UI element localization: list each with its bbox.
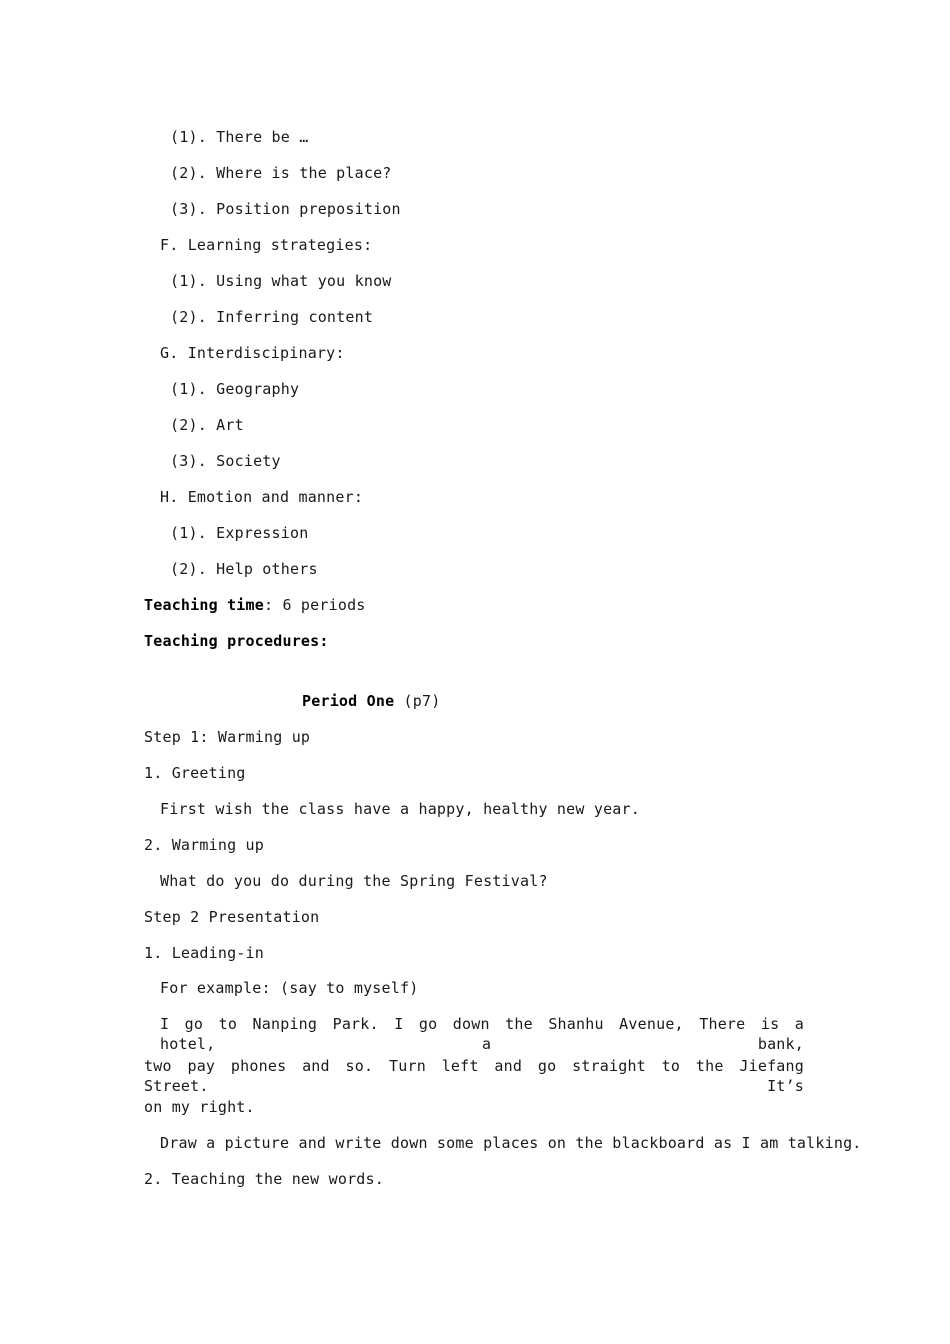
teaching-time-line bbox=[144, 595, 366, 615]
teaching-time-value: : 6 periods bbox=[264, 596, 366, 614]
grammar-item-there-be: (1). There be … bbox=[170, 128, 309, 146]
step-1-heading: Step 1: Warming up bbox=[144, 728, 311, 746]
leading-in-heading: 1. Leading-in bbox=[144, 944, 264, 962]
teaching-time-label: Teaching time bbox=[144, 596, 264, 614]
strategy-item-inferring-content: (2). Inferring content bbox=[170, 308, 374, 326]
emotion-manner-heading: H. Emotion and manner: bbox=[160, 488, 364, 506]
example-paragraph-line-1: I go to Nanping Park. I go down the Shanhu Avenue, There is a hotel, a bank, bbox=[160, 1015, 804, 1053]
warming-up-heading: 2. Warming up bbox=[144, 836, 264, 854]
interdisciplinary-heading: G. Interdiscipinary: bbox=[160, 344, 345, 362]
emotion-item-help-others: (2). Help others bbox=[170, 560, 318, 578]
greeting-heading: 1. Greeting bbox=[144, 764, 246, 782]
example-label: For example: (say to myself) bbox=[160, 979, 419, 997]
strategy-item-using-what-you-know: (1). Using what you know bbox=[170, 272, 392, 290]
interdisciplinary-item-art: (2). Art bbox=[170, 416, 244, 434]
draw-picture-instruction: Draw a picture and write down some places on the blackboard as I am talking. bbox=[160, 1134, 862, 1152]
greeting-text: First wish the class have a happy, healthy new year. bbox=[160, 800, 640, 818]
teaching-procedures-heading: Teaching procedures: bbox=[144, 632, 329, 650]
learning-strategies-heading: F. Learning strategies: bbox=[160, 236, 373, 254]
interdisciplinary-item-society: (3). Society bbox=[170, 452, 281, 470]
emotion-item-expression: (1). Expression bbox=[170, 524, 309, 542]
example-paragraph-line-2: two pay phones and so. Turn left and go straight to the Jiefang Street. It’s bbox=[144, 1057, 804, 1095]
grammar-item-position-preposition: (3). Position preposition bbox=[170, 200, 401, 218]
period-title: Period One bbox=[302, 692, 395, 710]
warming-up-text: What do you do during the Spring Festival? bbox=[160, 872, 548, 890]
step-2-heading: Step 2 Presentation bbox=[144, 908, 320, 926]
interdisciplinary-item-geography: (1). Geography bbox=[170, 380, 300, 398]
grammar-item-where-is-the-place: (2). Where is the place? bbox=[170, 164, 392, 182]
period-page-ref: (p7) bbox=[394, 692, 441, 710]
period-title-line bbox=[302, 691, 440, 711]
teaching-new-words-heading: 2. Teaching the new words. bbox=[144, 1170, 384, 1188]
example-paragraph-line-3: on my right. bbox=[144, 1098, 255, 1116]
